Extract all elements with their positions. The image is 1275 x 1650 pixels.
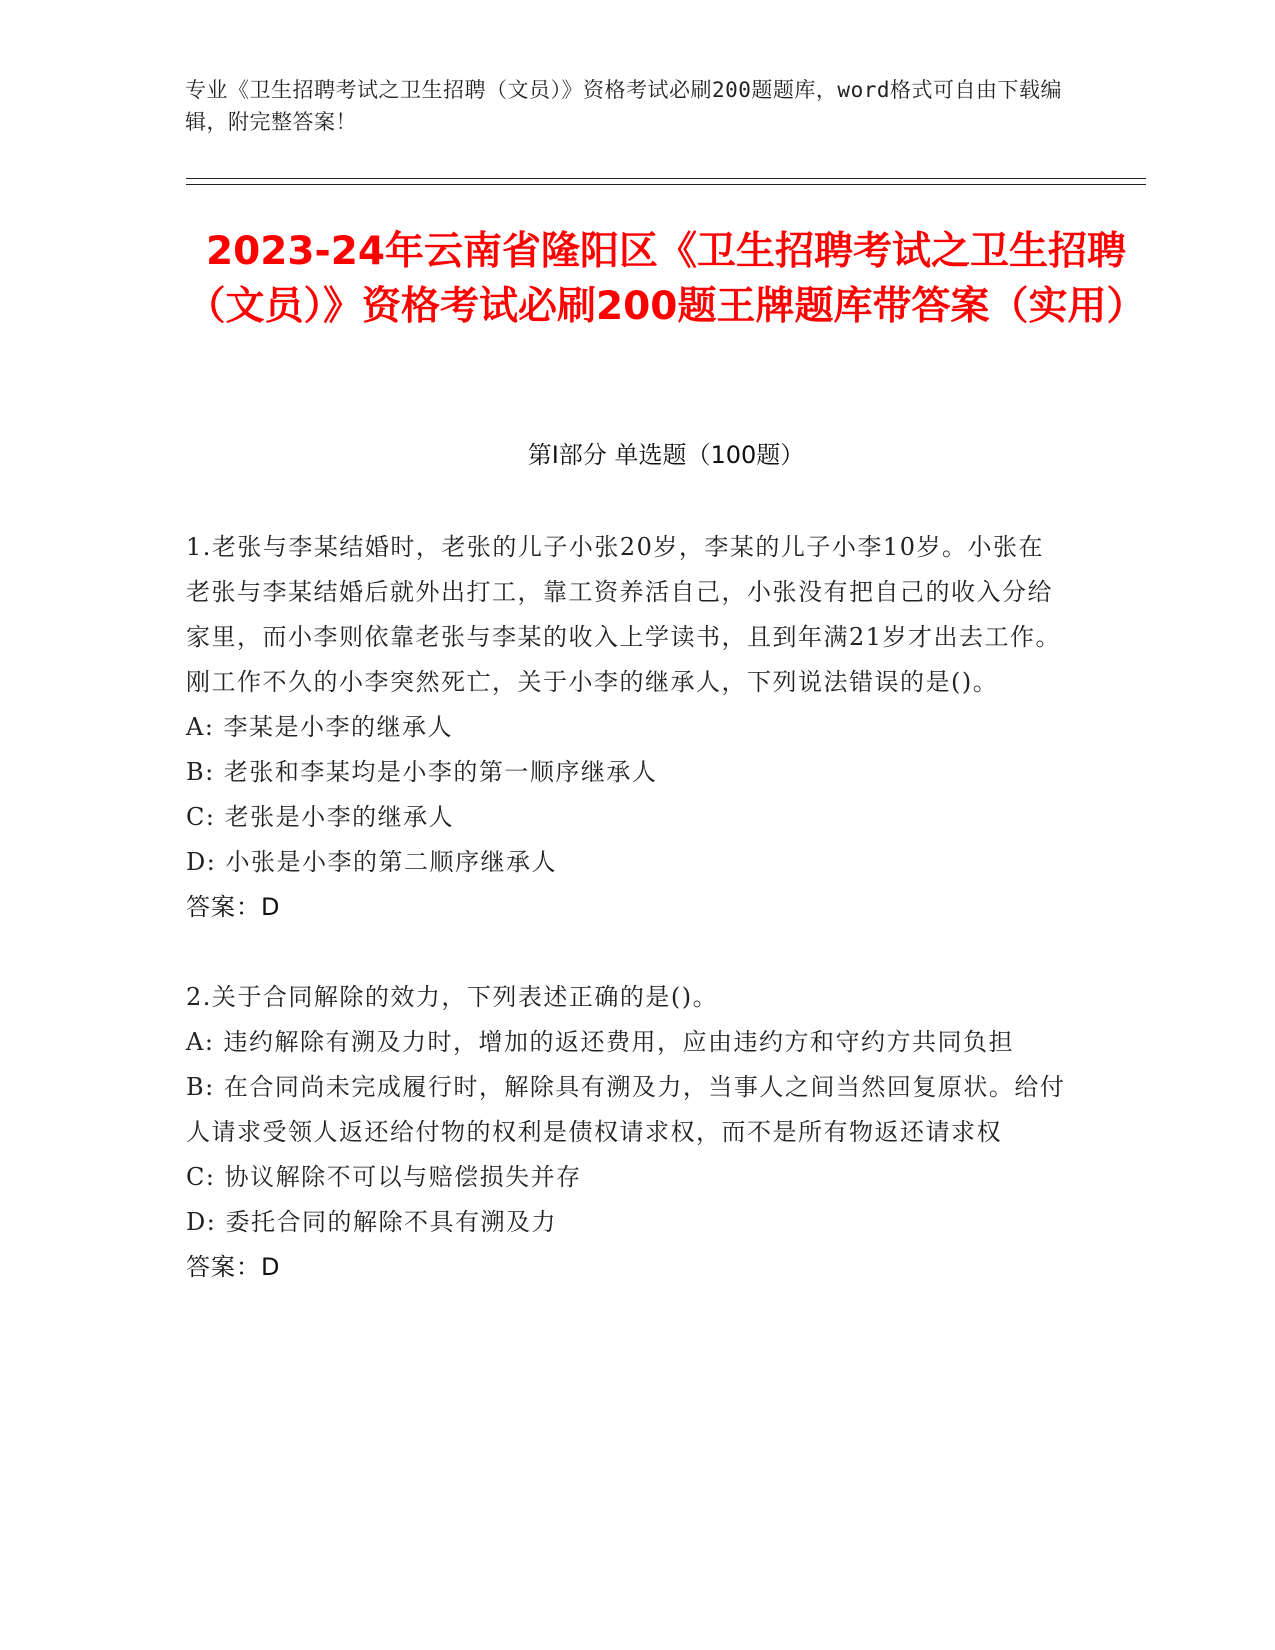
question-2	[186, 975, 1066, 1290]
option-a: A: 违约解除有溯及力时，增加的返还费用，应由违约方和守约方共同负担	[186, 1028, 1015, 1056]
answer-label: 答案：D	[186, 893, 281, 921]
option-b: B: 老张和李某均是小李的第一顺序继承人	[186, 758, 658, 786]
option-b: B: 在合同尚未完成履行时，解除具有溯及力，当事人之间当然回复原状。给付人请求受领人返还给付物的权利是债权请求权，而不是所有物返还请求权	[186, 1073, 1066, 1146]
question-stem: 1.老张与李某结婚时，老张的儿子小张20岁，李某的儿子小李10岁。小张在老张与李某结婚后就外出打工，靠工资养活自己，小张没有把自己的收入分给家里，而小李则依靠老张与李某的收入上学读书，且到年满21岁才出去工作。刚工作不久的小李突然死亡，关于小李的继承人，下列说法错误的是()。	[186, 533, 1062, 696]
question-stem: 2.关于合同解除的效力，下列表述正确的是()。	[186, 983, 719, 1011]
header-rule-bottom	[186, 184, 1146, 185]
option-c: C: 协议解除不可以与赔偿损失并存	[186, 1163, 582, 1191]
header-note: 专业《卫生招聘考试之卫生招聘（文员）》资格考试必刷200题题库，word格式可自由下载编辑，附完整答案！	[185, 78, 1062, 134]
section-title: 第Ⅰ部分 单选题（100题）	[527, 441, 805, 469]
header-rule-top	[186, 178, 1146, 179]
option-c: C: 老张是小李的继承人	[186, 803, 455, 831]
answer-label: 答案：D	[186, 1253, 281, 1281]
document-title: 2023-24年云南省隆阳区《卫生招聘考试之卫生招聘（文员）》资格考试必刷200题王牌题库带答案（实用）	[186, 229, 1146, 329]
option-d: D: 小张是小李的第二顺序继承人	[186, 848, 557, 876]
option-a: A: 李某是小李的继承人	[186, 713, 454, 741]
option-d: D: 委托合同的解除不具有溯及力	[186, 1208, 557, 1236]
question-list	[186, 525, 1066, 1335]
question-1	[186, 525, 1066, 930]
